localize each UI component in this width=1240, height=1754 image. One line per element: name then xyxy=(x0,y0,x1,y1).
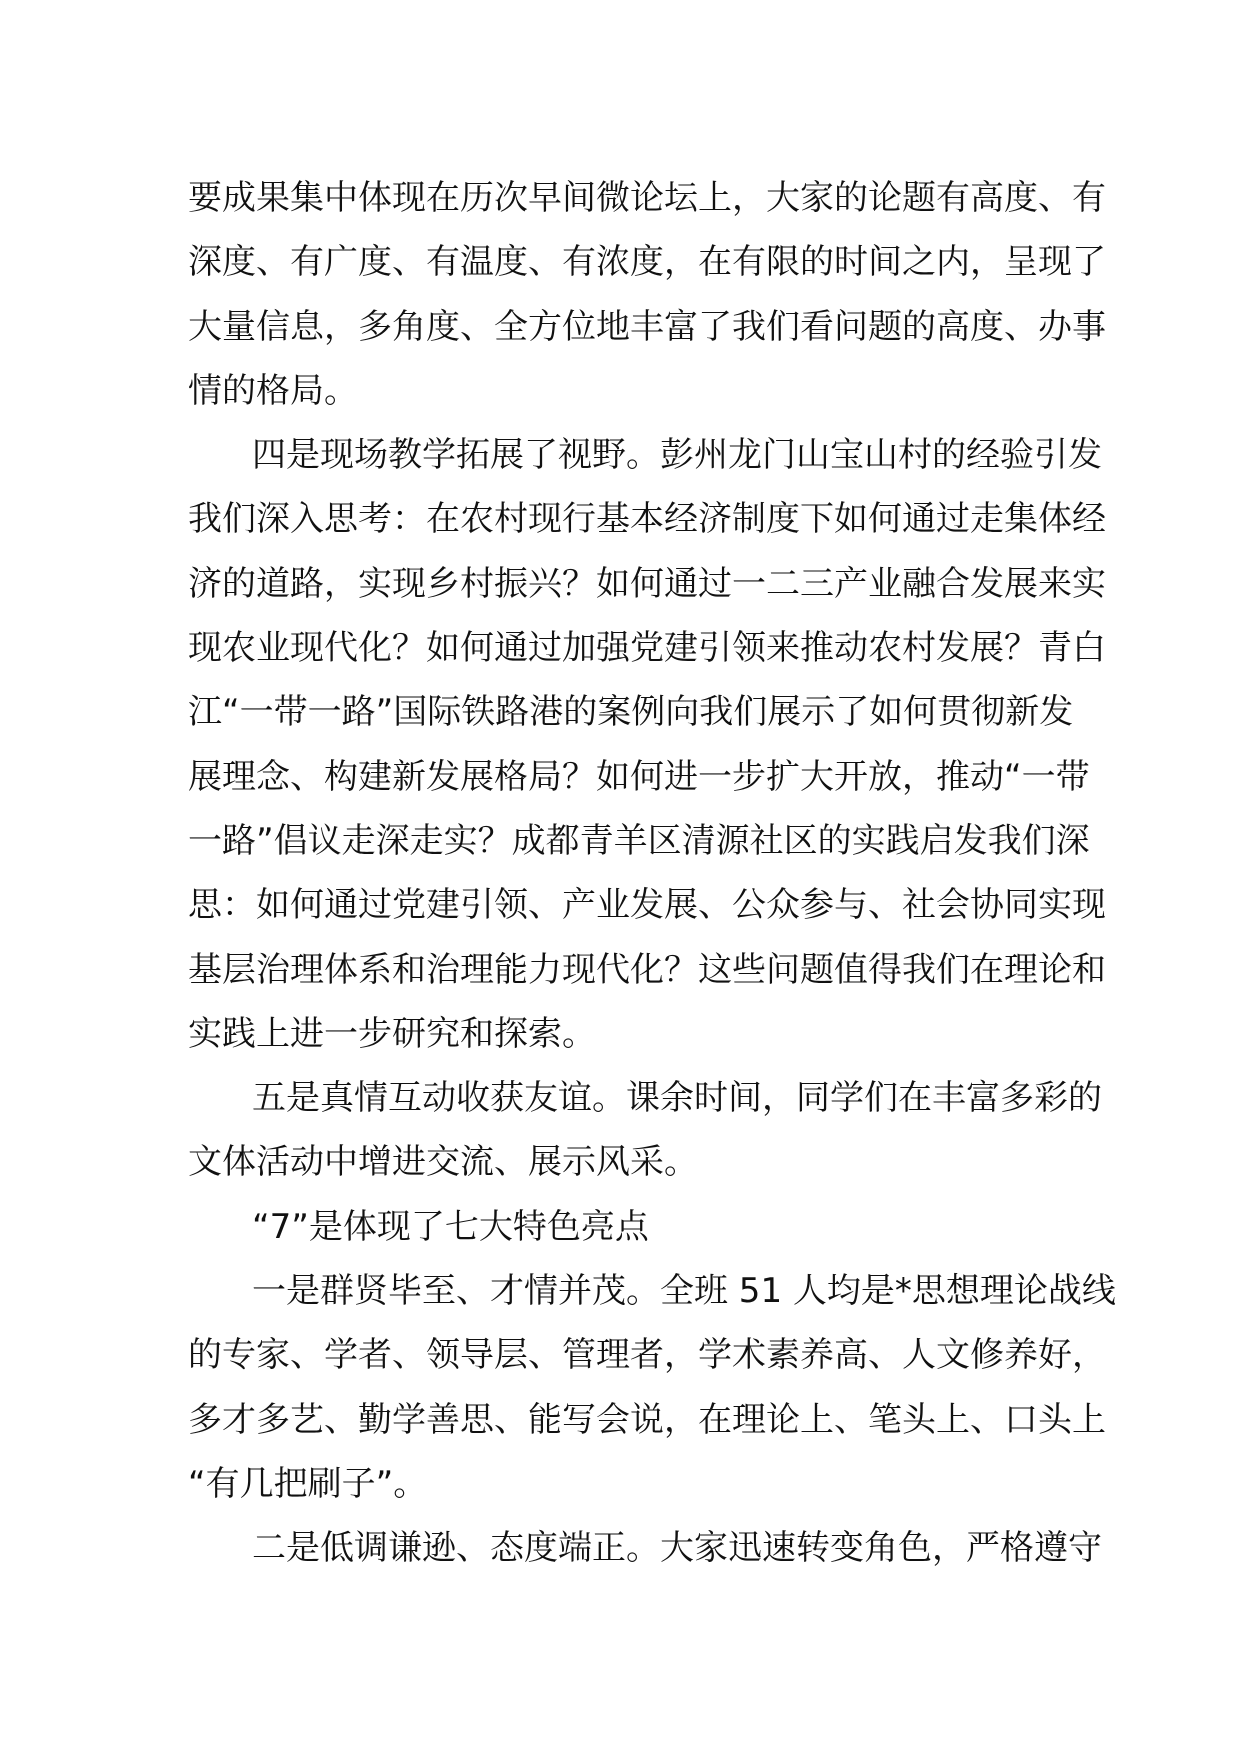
paragraph-start-line: 五是真情互动收获友谊。课余时间，同学们在丰富多彩的 xyxy=(252,1078,1102,1119)
text-line: 实践上进一步研究和探索。 xyxy=(188,1013,596,1054)
paragraph-start-line: 一是群贤毕至、才情并茂。全班 51 人均是*思想理论战线 xyxy=(252,1271,1116,1312)
text-line: 的专家、学者、领导层、管理者，学术素养高、人文修养好， xyxy=(188,1335,1106,1376)
paragraph-start-line: 二是低调谦逊、态度端正。大家迅速转变角色，严格遵守 xyxy=(252,1528,1102,1569)
text-line: 江“一带一路”国际铁路港的案例向我们展示了如何贯彻新发 xyxy=(188,692,1074,733)
text-line: 情的格局。 xyxy=(188,370,358,411)
text-line: 要成果集中体现在历次早间微论坛上，大家的论题有高度、有 xyxy=(188,178,1106,218)
text-line: 大量信息，多角度、全方位地丰富了我们看问题的高度、办事 xyxy=(188,306,1106,347)
section-heading: “7”是体现了七大特色亮点 xyxy=(252,1206,649,1247)
text-line: 基层治理体系和治理能力现代化？这些问题值得我们在理论和 xyxy=(188,949,1106,990)
text-line: 我们深入思考：在农村现行基本经济制度下如何通过走集体经 xyxy=(188,499,1106,540)
text-line: 多才多艺、勤学善思、能写会说，在理论上、笔头上、口头上 xyxy=(188,1399,1106,1440)
text-line: “有几把刷子”。 xyxy=(188,1463,428,1504)
paragraph-start-line: 四是现场教学拓展了视野。彭州龙门山宝山村的经验引发 xyxy=(252,435,1102,476)
text-line: 深度、有广度、有温度、有浓度，在有限的时间之内，呈现了 xyxy=(188,242,1106,283)
body-text xyxy=(188,166,1116,1581)
text-line: 济的道路，实现乡村振兴？如何通过一二三产业融合发展来实 xyxy=(188,563,1106,604)
text-line: 文体活动中增进交流、展示风采。 xyxy=(188,1142,698,1183)
text-line: 现农业现代化？如何通过加强党建引领来推动农村发展？青白 xyxy=(188,628,1106,669)
text-line: 展理念、构建新发展格局？如何进一步扩大开放，推动“一带 xyxy=(188,756,1090,797)
text-line: 思：如何通过党建引领、产业发展、公众参与、社会协同实现 xyxy=(188,885,1106,926)
text-line: 一路”倡议走深走实？成都青羊区清源社区的实践启发我们深 xyxy=(188,820,1090,861)
